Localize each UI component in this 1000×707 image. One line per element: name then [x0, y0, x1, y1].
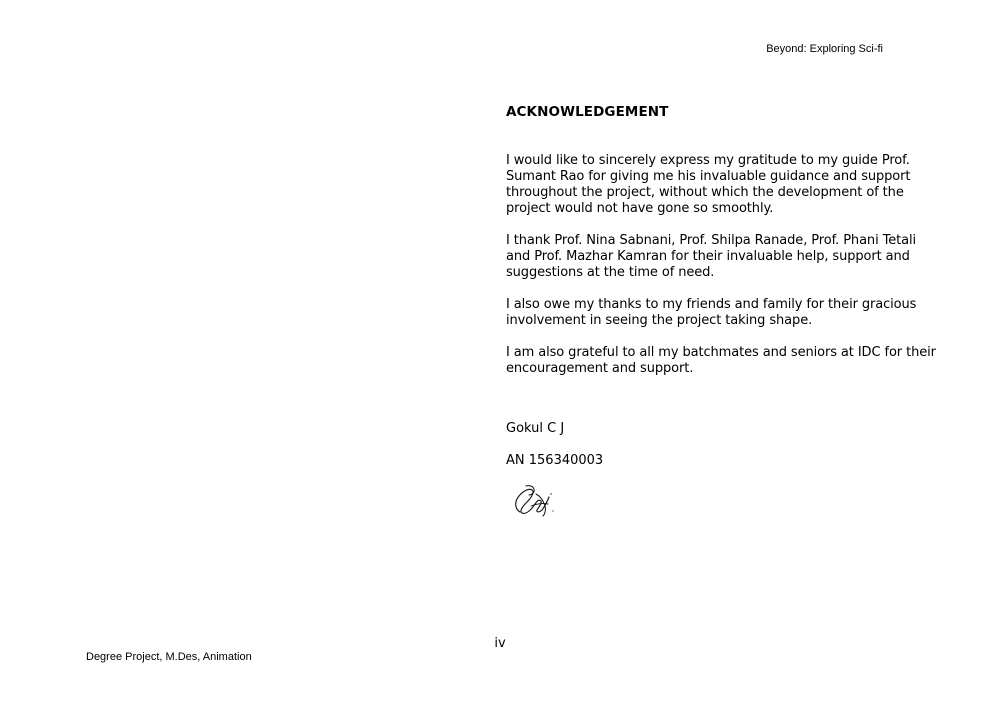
paragraph-line: suggestions at the time of need.	[506, 265, 715, 280]
paragraph-line: I am also grateful to all my batchmates and seniors at IDC for their	[506, 345, 936, 360]
page-heading: ACKNOWLEDGEMENT	[506, 104, 669, 120]
acknowledgement-section	[506, 103, 936, 393]
paragraph-line: throughout the project, without which the development of the	[506, 185, 904, 200]
author-id: AN 156340003	[506, 453, 604, 468]
paragraph-batchmates-thanks	[506, 345, 936, 377]
paragraph-line: involvement in seeing the project taking shape.	[506, 313, 813, 328]
running-header: Beyond: Exploring Sci-fi	[766, 43, 883, 55]
author-name: Gokul C J	[506, 421, 565, 436]
paragraph-line: project would not have gone so smoothly.	[506, 201, 774, 216]
signoff-block	[506, 421, 603, 469]
paragraph-line: and Prof. Mazhar Kamran for their invaluable help, support and	[506, 249, 910, 264]
paragraph-line: encouragement and support.	[506, 361, 694, 376]
acknowledgement-body	[506, 153, 936, 377]
paragraph-faculty-thanks	[506, 233, 917, 281]
page-number: iv	[494, 636, 506, 651]
paragraph-guide-thanks	[506, 153, 911, 217]
paragraph-line: I also owe my thanks to my friends and family for their gracious	[506, 297, 917, 312]
handwritten-signature	[512, 482, 556, 518]
running-footer: Degree Project, M.Des, Animation	[86, 651, 252, 663]
paragraph-family-thanks	[506, 297, 917, 329]
paragraph-line: I would like to sincerely express my gratitude to my guide Prof.	[506, 153, 910, 168]
paragraph-line: I thank Prof. Nina Sabnani, Prof. Shilpa Ranade, Prof. Phani Tetali	[506, 233, 917, 248]
paragraph-line: Sumant Rao for giving me his invaluable guidance and support	[506, 169, 911, 184]
